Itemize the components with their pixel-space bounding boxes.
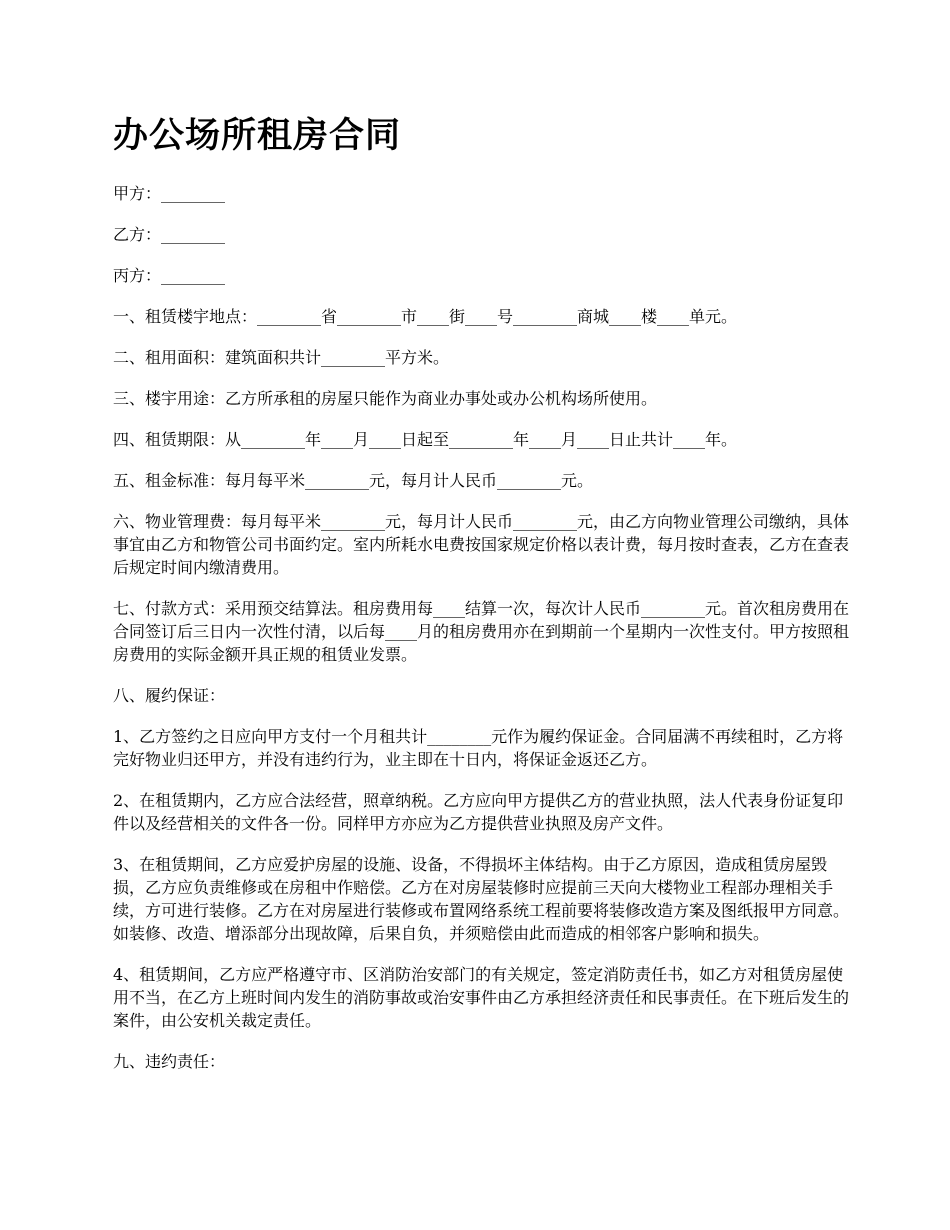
document-page [113,112,853,1091]
clause-guarantee-heading: 八、履约保证： [113,686,226,705]
guarantee-item-3: 3、在租赁期间，乙方应爱护房屋的设施、设备，不得损坏主体结构。由于乙方原因，造成租赁房屋毁损，乙方应负责维修或在房租中作赔偿。乙方在对房屋装修时应提前三天向大楼物业工程部办理相关手续，方可进行装修。乙方在对房屋进行装修或布置网络系统工程前要将装修改造方案及图纸报甲方同意。如装修、改造、增添部分出现故障，后果自负，并须赔偿由此而造成的相邻客户影响和损失。 [113,855,850,943]
guarantee-item-1: 1、乙方签约之日应向甲方支付一个月租共计________元作为履约保证金。合同届满不再续租时，乙方将完好物业归还甲方，并没有违约行为，业主即在十日内，将保证金返还乙方。 [113,727,844,769]
clause-property-fee: 六、物业管理费：每月每平米________元，每月计人民币________元，由乙方向物业管理公司缴纳，具体事宜由乙方和物管公司书面约定。室内所耗水电费按国家规定价格以表计费，每月按时查表，乙方在查表后规定时间内缴清费用。 [113,512,850,577]
clause-area: 二、租用面积：建筑面积共计________平方米。 [113,348,450,367]
party-b-line: 乙方：________ [113,225,226,244]
clause-term: 四、租赁期限：从________年____月____日起至________年____月____日止共计____年。 [113,430,738,449]
clause-rent: 五、租金标准：每月每平米________元，每月计人民币________元。 [113,471,594,490]
clause-liability-heading: 九、违约责任： [113,1052,226,1071]
guarantee-item-2: 2、在租赁期内，乙方应合法经营，照章纳税。乙方应向甲方提供乙方的营业执照，法人代表身份证复印件以及经营相关的文件各一份。同样甲方亦应为乙方提供营业执照及房产文件。 [113,791,844,833]
guarantee-item-4: 4、租赁期间，乙方应严格遵守市、区消防治安部门的有关规定，签定消防责任书，如乙方对租赁房屋使用不当，在乙方上班时间内发生的消防事故或治安事件由乙方承担经济责任和民事责任。在下班后发生的案件，由公安机关裁定责任。 [113,965,850,1030]
party-a-line: 甲方：________ [113,184,226,203]
party-c-line: 丙方：________ [113,266,226,285]
clause-payment: 七、付款方式：采用预交结算法。租房费用每____结算一次，每次计人民币________元。首次租房费用在合同签订后三日内一次性付清，以后每____月的租房费用亦在到期前一个星期内一次性支付。甲方按照租房费用的实际金额开具正规的租赁业发票。 [113,599,850,664]
document-title: 办公场所租房合同 [113,116,402,156]
clause-location: 一、租赁楼宇地点：________省________市____街____号________商城____楼____单元。 [113,307,738,326]
clause-usage: 三、楼宇用途：乙方所承租的房屋只能作为商业办事处或办公机构场所使用。 [113,389,658,408]
